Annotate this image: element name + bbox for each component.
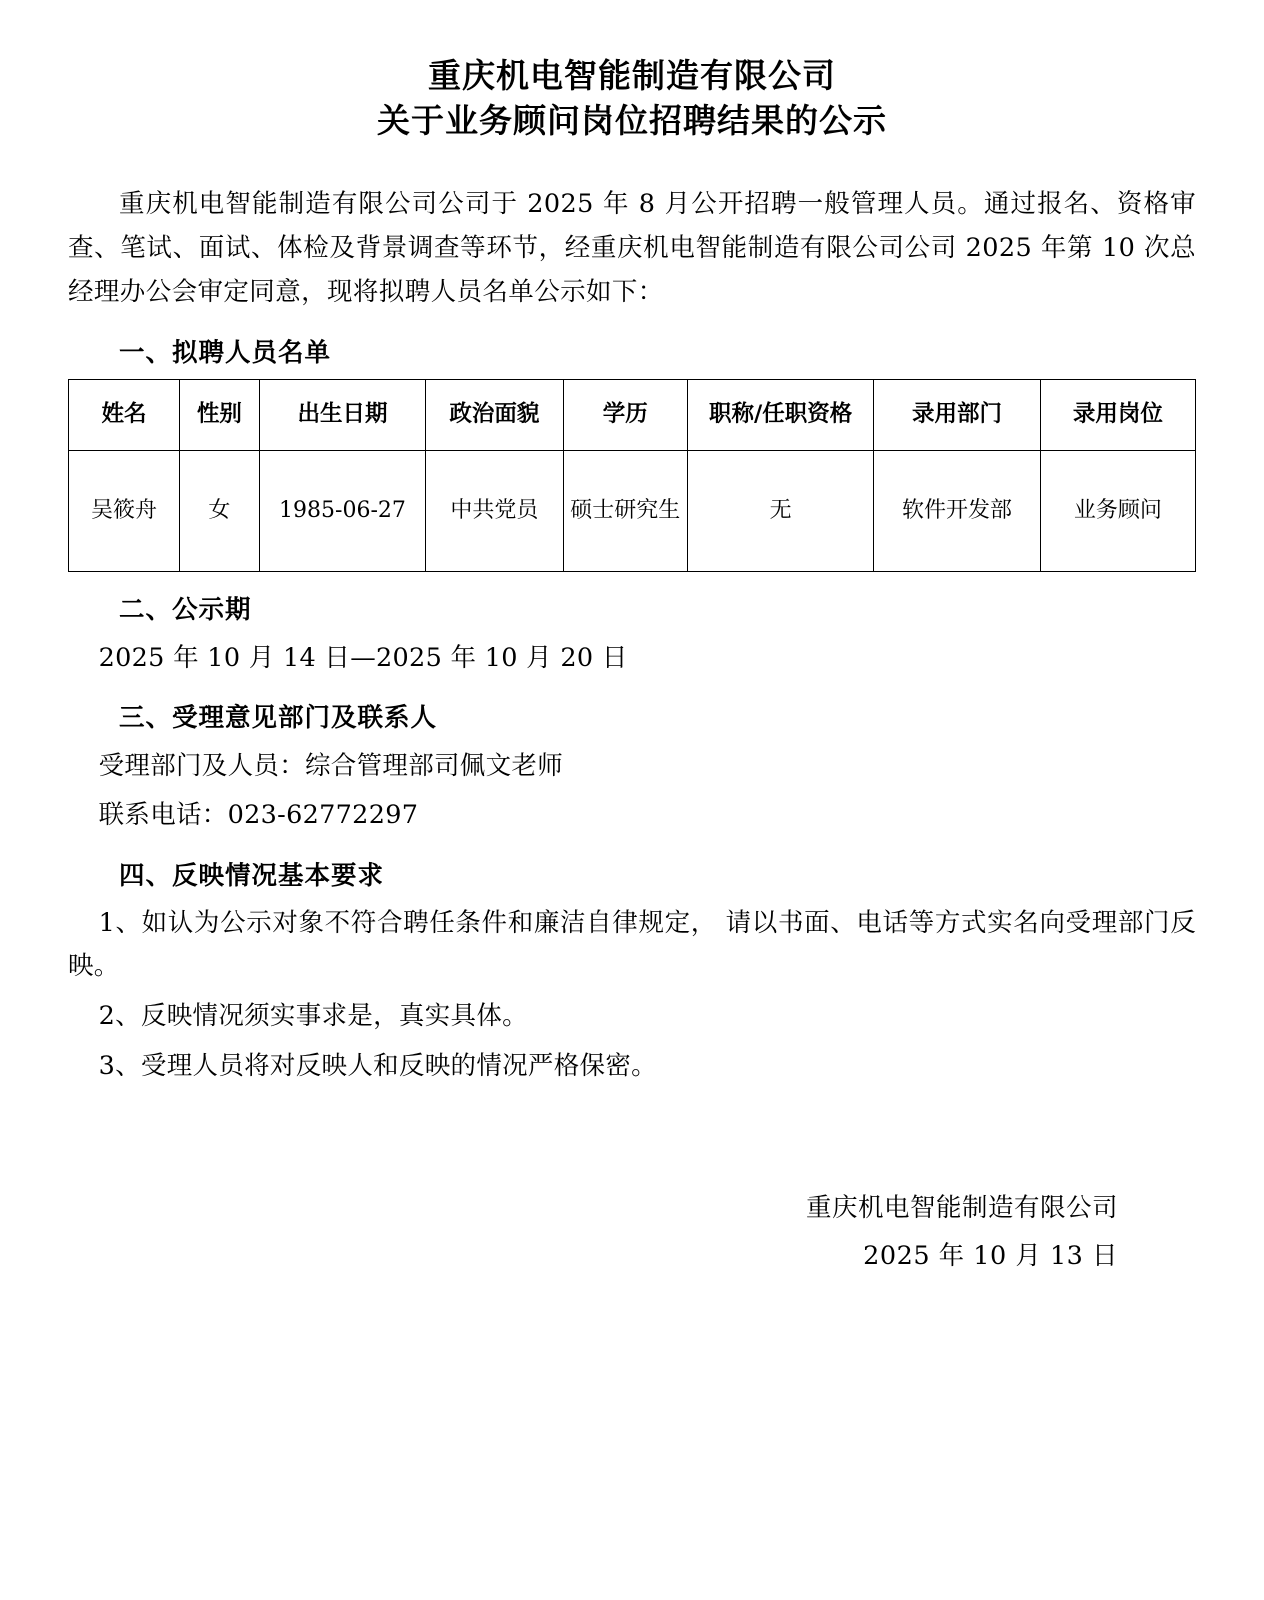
intro-paragraph: 重庆机电智能制造有限公司公司于 2025 年 8 月公开招聘一般管理人员。通过报名、资格审查、笔试、面试、体检及背景调查等环节，经重庆机电智能制造有限公司公司 2025 年第 10 次总经理办公会审定同意，现将拟聘人员名单公示如下： (68, 189, 1196, 307)
column-header-name: 姓名 (69, 379, 180, 450)
page-title (68, 54, 1196, 143)
candidate-table (68, 379, 1196, 572)
column-header-political: 政治面貌 (426, 379, 564, 450)
cell-department: 软件开发部 (874, 450, 1040, 571)
column-header-position: 录用岗位 (1040, 379, 1195, 450)
signature-block (68, 1184, 1196, 1281)
cell-political: 中共党员 (426, 450, 564, 571)
cell-position: 业务顾问 (1040, 450, 1195, 571)
requirement-item-1: 1、如认为公示对象不符合聘任条件和廉洁自律规定， 请以书面、电话等方式实名向受理部门反映。 (68, 907, 1196, 982)
column-header-birthdate: 出生日期 (259, 379, 425, 450)
cell-gender: 女 (179, 450, 259, 571)
signature-date: 2025 年 10 月 13 日 (863, 1241, 1118, 1272)
cell-education: 硕士研究生 (563, 450, 687, 571)
column-header-department: 录用部门 (874, 379, 1040, 450)
table-row (69, 450, 1196, 571)
column-header-education: 学历 (563, 379, 687, 450)
contact-department: 受理部门及人员：综合管理部司佩文老师 (98, 751, 563, 782)
requirement-item-3: 3、受理人员将对反映人和反映的情况严格保密。 (98, 1051, 657, 1082)
signature-organization: 重庆机电智能制造有限公司 (805, 1192, 1118, 1223)
cell-title: 无 (687, 450, 873, 571)
section-heading-requirements: 四、反映情况基本要求 (119, 860, 385, 891)
section-heading-list: 一、拟聘人员名单 (119, 337, 332, 368)
publicity-period-value: 2025 年 10 月 14 日—2025 年 10 月 20 日 (98, 642, 628, 673)
title-line-1: 重庆机电智能制造有限公司 (428, 56, 836, 95)
table-header-row (69, 379, 1196, 450)
column-header-gender: 性别 (179, 379, 259, 450)
cell-birthdate: 1985-06-27 (259, 450, 425, 571)
contact-phone: 联系电话：023-62772297 (98, 799, 419, 830)
column-header-title: 职称/任职资格 (687, 379, 873, 450)
section-heading-period: 二、公示期 (119, 594, 252, 625)
requirement-item-2: 2、反映情况须实事求是，真实具体。 (98, 1001, 528, 1032)
section-heading-contact: 三、受理意见部门及联系人 (119, 703, 438, 734)
cell-name: 吴筱舟 (69, 450, 180, 571)
title-line-2: 关于业务顾问岗位招聘结果的公示 (377, 100, 887, 140)
